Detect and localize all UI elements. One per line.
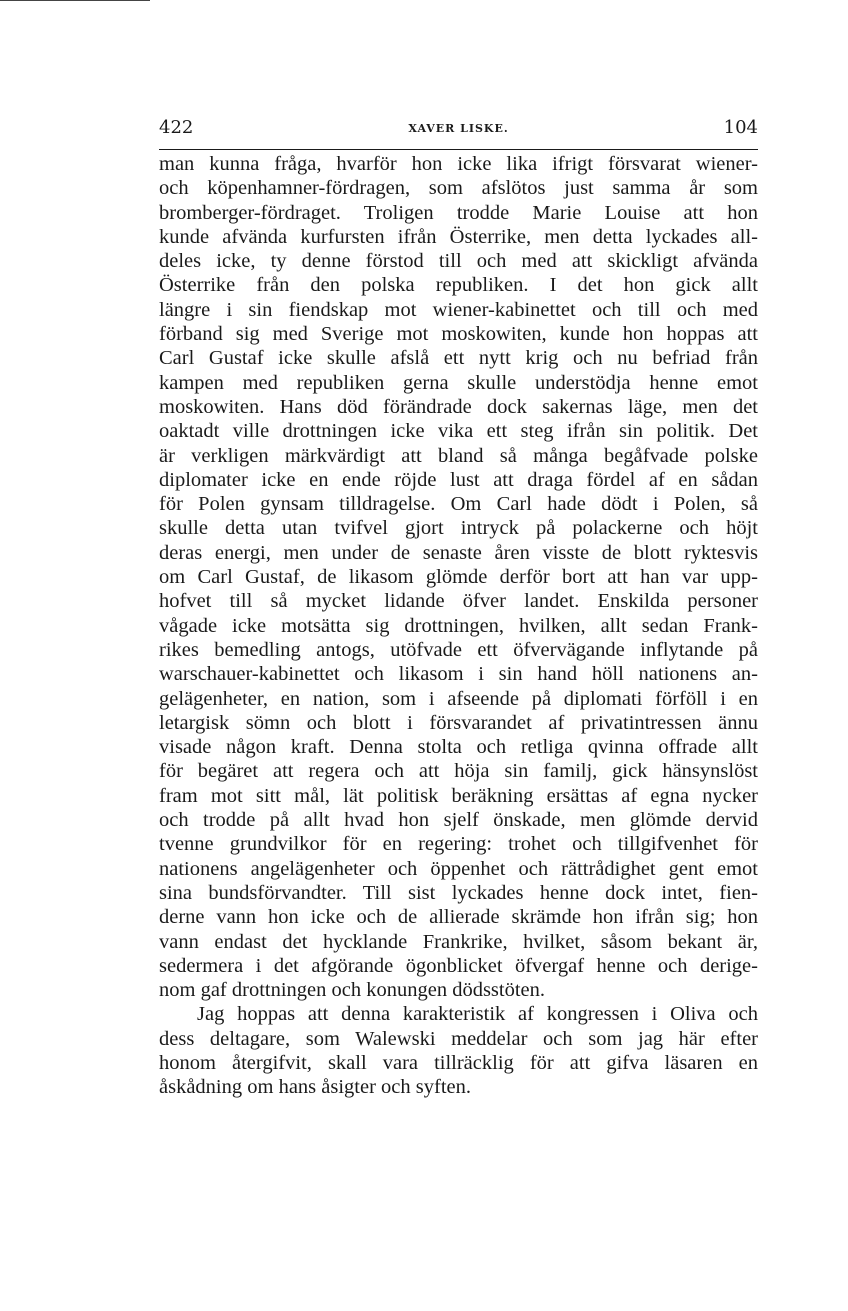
text-line: derne vann hon icke och de allierade skrämde hon ifrån sig; hon [159, 906, 758, 929]
text-line: kunde afvända kurfursten ifrån Österrike, men detta lyckades all- [159, 225, 758, 248]
text-line: tvenne grundvilkor för en regering: trohet och tillgifvenhet för [159, 833, 758, 856]
scan-edge-line [0, 0, 150, 1]
paragraph-2 [159, 1002, 758, 1099]
paragraph-1 [159, 152, 758, 1002]
page-header [159, 117, 758, 141]
text-line: man kunna fråga, hvarför hon icke lika ifrigt försvarat wiener- [159, 153, 758, 175]
body-text [159, 152, 758, 1100]
text-line: fram mot sitt mål, lät politisk beräkning ersättas af egna nycker [159, 784, 758, 807]
text-line: bromberger-fördraget. Troligen trodde Marie Louise att hon [159, 201, 758, 224]
text-line: deles icke, ty denne förstod till och med att skickligt afvända [159, 250, 758, 273]
text-line: är verkligen märkvärdigt att bland så många begåfvade polske [159, 444, 758, 467]
text-line: skulle detta utan tvifvel gjort intryck på polackerne och höjt [159, 517, 758, 540]
text-line: nom gaf drottningen och konungen dödsstöten. [159, 979, 546, 1002]
header-rule [159, 149, 758, 150]
text-line: warschauer-kabinettet och likasom i sin hand höll nationens an- [159, 663, 758, 686]
page-number-left: 422 [159, 117, 194, 138]
text-line: och köpenhamner-fördragen, som afslötos just samma år som [159, 177, 758, 200]
text-line: längre i sin fiendskap mot wiener-kabinettet och till och med [159, 298, 758, 321]
text-line: diplomater icke en ende röjde lust att draga fördel af en sådan [159, 468, 758, 491]
text-line: moskowiten. Hans död förändrade dock sakernas läge, men det [159, 395, 758, 418]
text-line: sina bundsförvandter. Till sist lyckades henne dock intet, fien- [159, 881, 758, 904]
text-line: vågade icke motsätta sig drottningen, hvilken, allt sedan Frank- [159, 614, 758, 637]
text-line: gelägenheter, en nation, som i afseende på diplomati förföll i en [159, 687, 758, 710]
text-line: om Carl Gustaf, de likasom glömde derför bort att han var upp- [159, 566, 758, 589]
text-line: hofvet till så mycket lidande öfver landet. Enskilda personer [159, 590, 758, 613]
text-line: oaktadt ville drottningen icke vika ett steg ifrån sin politik. Det [159, 420, 758, 443]
text-line: rikes bemedling antogs, utöfvade ett öfvervägande inflytande på [159, 638, 758, 661]
text-line: vann endast det hycklande Frankrike, hvilket, såsom bekant är, [159, 930, 758, 953]
text-line: Jag hoppas att denna karakteristik af kongressen i Oliva och [197, 1003, 758, 1026]
running-head: XAVER LISKE. [408, 122, 509, 135]
text-line: åskådning om hans åsigter och syften. [159, 1076, 471, 1099]
text-line: deras energi, men under de senaste åren visste de blott ryktesvis [159, 541, 758, 564]
text-line: förband sig med Sverige mot moskowiten, kunde hon hoppas att [159, 323, 758, 346]
text-line: letargisk sömn och blott i försvarandet af privatintressen ännu [159, 711, 758, 734]
text-line: visade någon kraft. Denna stolta och retliga qvinna offrade allt [159, 736, 758, 759]
text-line: och trodde på allt hvad hon sjelf önskade, men glömde dervid [159, 809, 758, 832]
text-line: Carl Gustaf icke skulle afslå ett nytt krig och nu befriad från [159, 347, 758, 370]
text-line: för Polen gynsam tilldragelse. Om Carl hade dödt i Polen, så [159, 493, 758, 516]
text-line: sedermera i det afgörande ögonblicket öfvergaf henne och derige- [159, 954, 758, 977]
text-line: nationens angelägenheter och öppenhet och rättrådighet gent emot [159, 857, 758, 880]
text-line: för begäret att regera och att höja sin familj, gick hänsynslöst [159, 760, 758, 783]
text-line: dess deltagare, som Walewski meddelar och som jag här efter [159, 1027, 758, 1050]
text-line: kampen med republiken gerna skulle understödja henne emot [159, 371, 758, 394]
page-number-right: 104 [723, 117, 758, 138]
text-line: honom återgifvit, skall vara tillräcklig för att gifva läsaren en [159, 1051, 758, 1074]
text-line: Österrike från den polska republiken. I det hon gick allt [159, 274, 758, 297]
